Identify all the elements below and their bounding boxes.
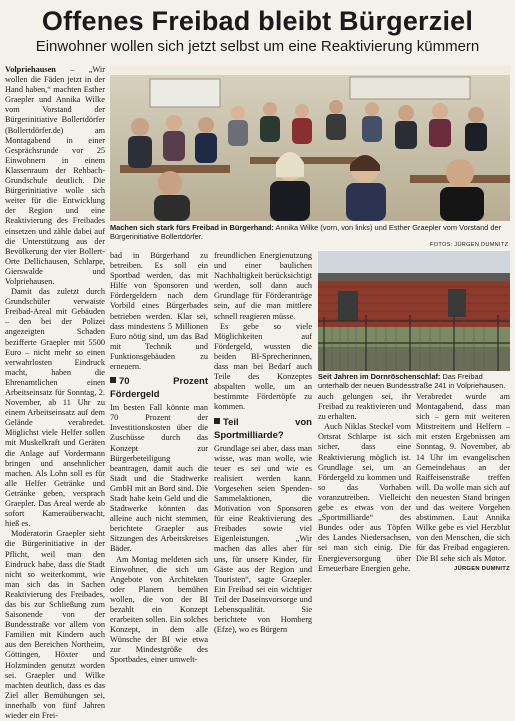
article-column-3 (214, 251, 312, 635)
caption-lead: Seit Jahren im Dornröschenschlaf: (318, 372, 441, 381)
caption-lead: Machen sich stark fürs Freibad in Bürgerhand: (110, 223, 274, 232)
article-column-5 (416, 392, 510, 574)
article-text: bad in Bürgerhand zu betreiben. Es soll ein Sportbad werden, das mit Hilfe von Sponsoren und Fördergeldern nach dem Vorbild eines Bürgerbades betrieben werden. Klar sei, dass mindestens 5 Millionen Euro nötig sind, um das Bad mit Technik und Funktionsgebäuden zu erneuern. (110, 251, 208, 372)
pool-photo-image (318, 251, 510, 371)
article-text: Verabredet wurde am Montagabend, dass man sich – gern mit weiteren Mitstreitern und Helfern – mit ersten Ergebnissen am Sonntag, 9. November, ab 14 Uhr im evangelischen Gemeindehaus an der Raiffeisenstraße treffen will. Da wolle man sich auf den neuesten Stand bringen und das weitere Vorgehen abstimmen. Laut Annika Wilke gebe es viel Herzblut von den Menschen, die sich für das Freibad engagieren. Die BI sehe sich als Motor. (416, 392, 510, 563)
article-text: Grundlage sei aber, dass man wisse, was man wolle, wie teuer es sei und wie es realisiert werden kann. Vorgesehen seien Spenden-Sammelaktionen, die Motivation von Sponsoren für eine Reaktivierung des Freibades sowie viel Eigenleistungen. „Wir machen das alles aber für uns, für unsere Kinder, für Gäste aus der Region und Touristen“, sagte Graepler. Ein Freibad sei ein wichtiger Teil der Daseinsvorsorge und Lebensqualität. Sie berichtete von Homberg (Efze), wo es Bürgern (214, 443, 312, 635)
section-heading: 70 Prozent Fördergeld (110, 376, 208, 401)
group-photo (110, 65, 510, 221)
article-column-4 (318, 392, 411, 574)
article-text: Es gebe so viele Möglichkeiten auf Fördergeld, wussten die beiden BI-Sprecherinnen, dass man bei Bedarf auch Teile des Konzeptes abspalten wolle, um an bestimmte Fördertöpfe zu kommen. (214, 321, 312, 412)
article-column-2 (110, 251, 208, 666)
article-column-1 (5, 65, 105, 721)
subheadline: Einwohner wollen sich jetzt selbst um eine Reaktivierung kümmern (35, 38, 480, 55)
dateline: Volpriehausen (5, 65, 56, 74)
article-text: auch gelungen sei, ihr Freibad zu reaktivieren und zu erhalten. (318, 392, 411, 422)
photo-credit: FOTOS: JÜRGEN DUMNITZ (430, 242, 509, 248)
author-credit: JÜRGEN DUMNITZ (453, 565, 510, 572)
article-text: Auch Niklas Steckel vom Ortsrat Schlarpe ist sich sicher, dass eine Reaktivierung möglich ist. Grundlage sei, um an Fördergeld zu kommen und so das Vorhaben voranzutreiben. Vielleicht gebe es etwas von der „Sportmilliarde“ des Bundes oder aus Töpfen des Landes Niedersachsen, sei man sich einig. Die Energieversorgung über Erneuerbare Energien gehe. (318, 422, 411, 573)
caption-text: Annika Wilke (vorn, von links) und Esther Graepler vom Vorstand der Bürgerinitiative Bollertdörfer. (110, 223, 502, 241)
article-text: – „Wir wollen die Fäden jetzt in der Hand haben,“ machten Esther Graepler und Annika Wilke vom Vorstand der Bürgerinitiative Bollertdörfer (Bollertdörfer.de) am Montagabend in einer Gesprächsrunde vor 25 Einwohnern in einem Klassenraum der Rehbach-Grundschule deutlich. Die Bürgerinitiative wolle sich weiter für die Entwicklung der Region und eine Reaktivierung des Freibades einsetzen und zähle dabei auf die Unterstützung aus der Bevölkerung der vier Bollert-Orte Dellichausen, Schlarpe, Gierswalde und Volpriehausen. (5, 65, 105, 286)
article-text: Im besten Fall könnte man 70 Prozent der Investitionskosten über die Zuschüsse durch das Konzept zur Bürgerbeteiligung beantragen, damit auch die Stadt und die Stadtwerke GmbH mit an Bord sind. Die Stadt habe kein Geld und die Stadtwerke könnten das alleine auch nicht stemmen, berichtete Graepler aus Sitzungen des Arbeitskreises Bäder. (110, 403, 208, 554)
article-text: Damit das zuletzt durch Grundschüler verwaiste Freibad-Areal mit Gebäuden – den bei der Polizei angezeigten Schaden bezifferte Graepler mit 5500 Euro – nicht mehr so einen verwahrlosten Eindruck macht, haben die Ehrenamtlichen einen Arbeitseinsatz für Sonntag, 2. November, ab 11 Uhr zu einem Arbeitseinsatz auf dem Gelände verabredet. Möglichst viele Helfer sollen mit Muskelkraft und Geräten die Anlage auf Vordermann bringen und ansehnlicher machen. Als Lohn soll es für alle Helfer Getränke und Getränke geben, versprach Graepler. Das Areal werde ab sofort Kameraüberwacht, hieß es. (5, 287, 105, 529)
caption-text: Das Freibad unterhalb der neuen Bundesstraße 241 in Volpriehausen. (318, 372, 506, 390)
headline: Offenes Freibad bleibt Bürgerziel (41, 6, 474, 36)
article-text: freundlichen Energienutzung und einer baulichen Nachhaltigkeit berücksichtigt werden, soll dann auch Grundlage für Förderanträge sein, auf die man mittlere schnell reagieren müsse. (214, 251, 312, 321)
pool-caption (318, 372, 510, 390)
section-heading: Teil von Sportmilliarde? (214, 416, 312, 441)
article-text: Moderatorin Graepler sieht die Bürgerinitiative in der Pflicht, weil man den Eindruck habe, dass die Stadt nicht so weiterkommt, wie man sich das in Sachen Reaktivierung des Freibades, das bis zur Schließung zum Saisonende von der Bundesstraße vor allem von Familien mit Kindern auch aus den Bereichen Northeim, Göttingen, Höxter und Holzminden genutzt worden sei. Graepler und Wilke machten deutlich, dass es das Ziel aller Bemühungen sei, innerhalb von fünf Jahren wieder ein Frei- (5, 529, 105, 720)
pool-photo (318, 251, 510, 371)
photo-caption (110, 223, 510, 241)
group-photo-image (110, 65, 510, 221)
article-text: Am Montag meldeten sich Einwohner, die sich um Angebote von Architekten oder Planern bemühen wollen, die von der BI bezahlt ein Konzept erarbeiten sollen. Ein solches Konzept, in dem alle Wünsche der BI wie etwa zur Mindestgröße des Sportbades, einer umwelt- (110, 554, 208, 665)
